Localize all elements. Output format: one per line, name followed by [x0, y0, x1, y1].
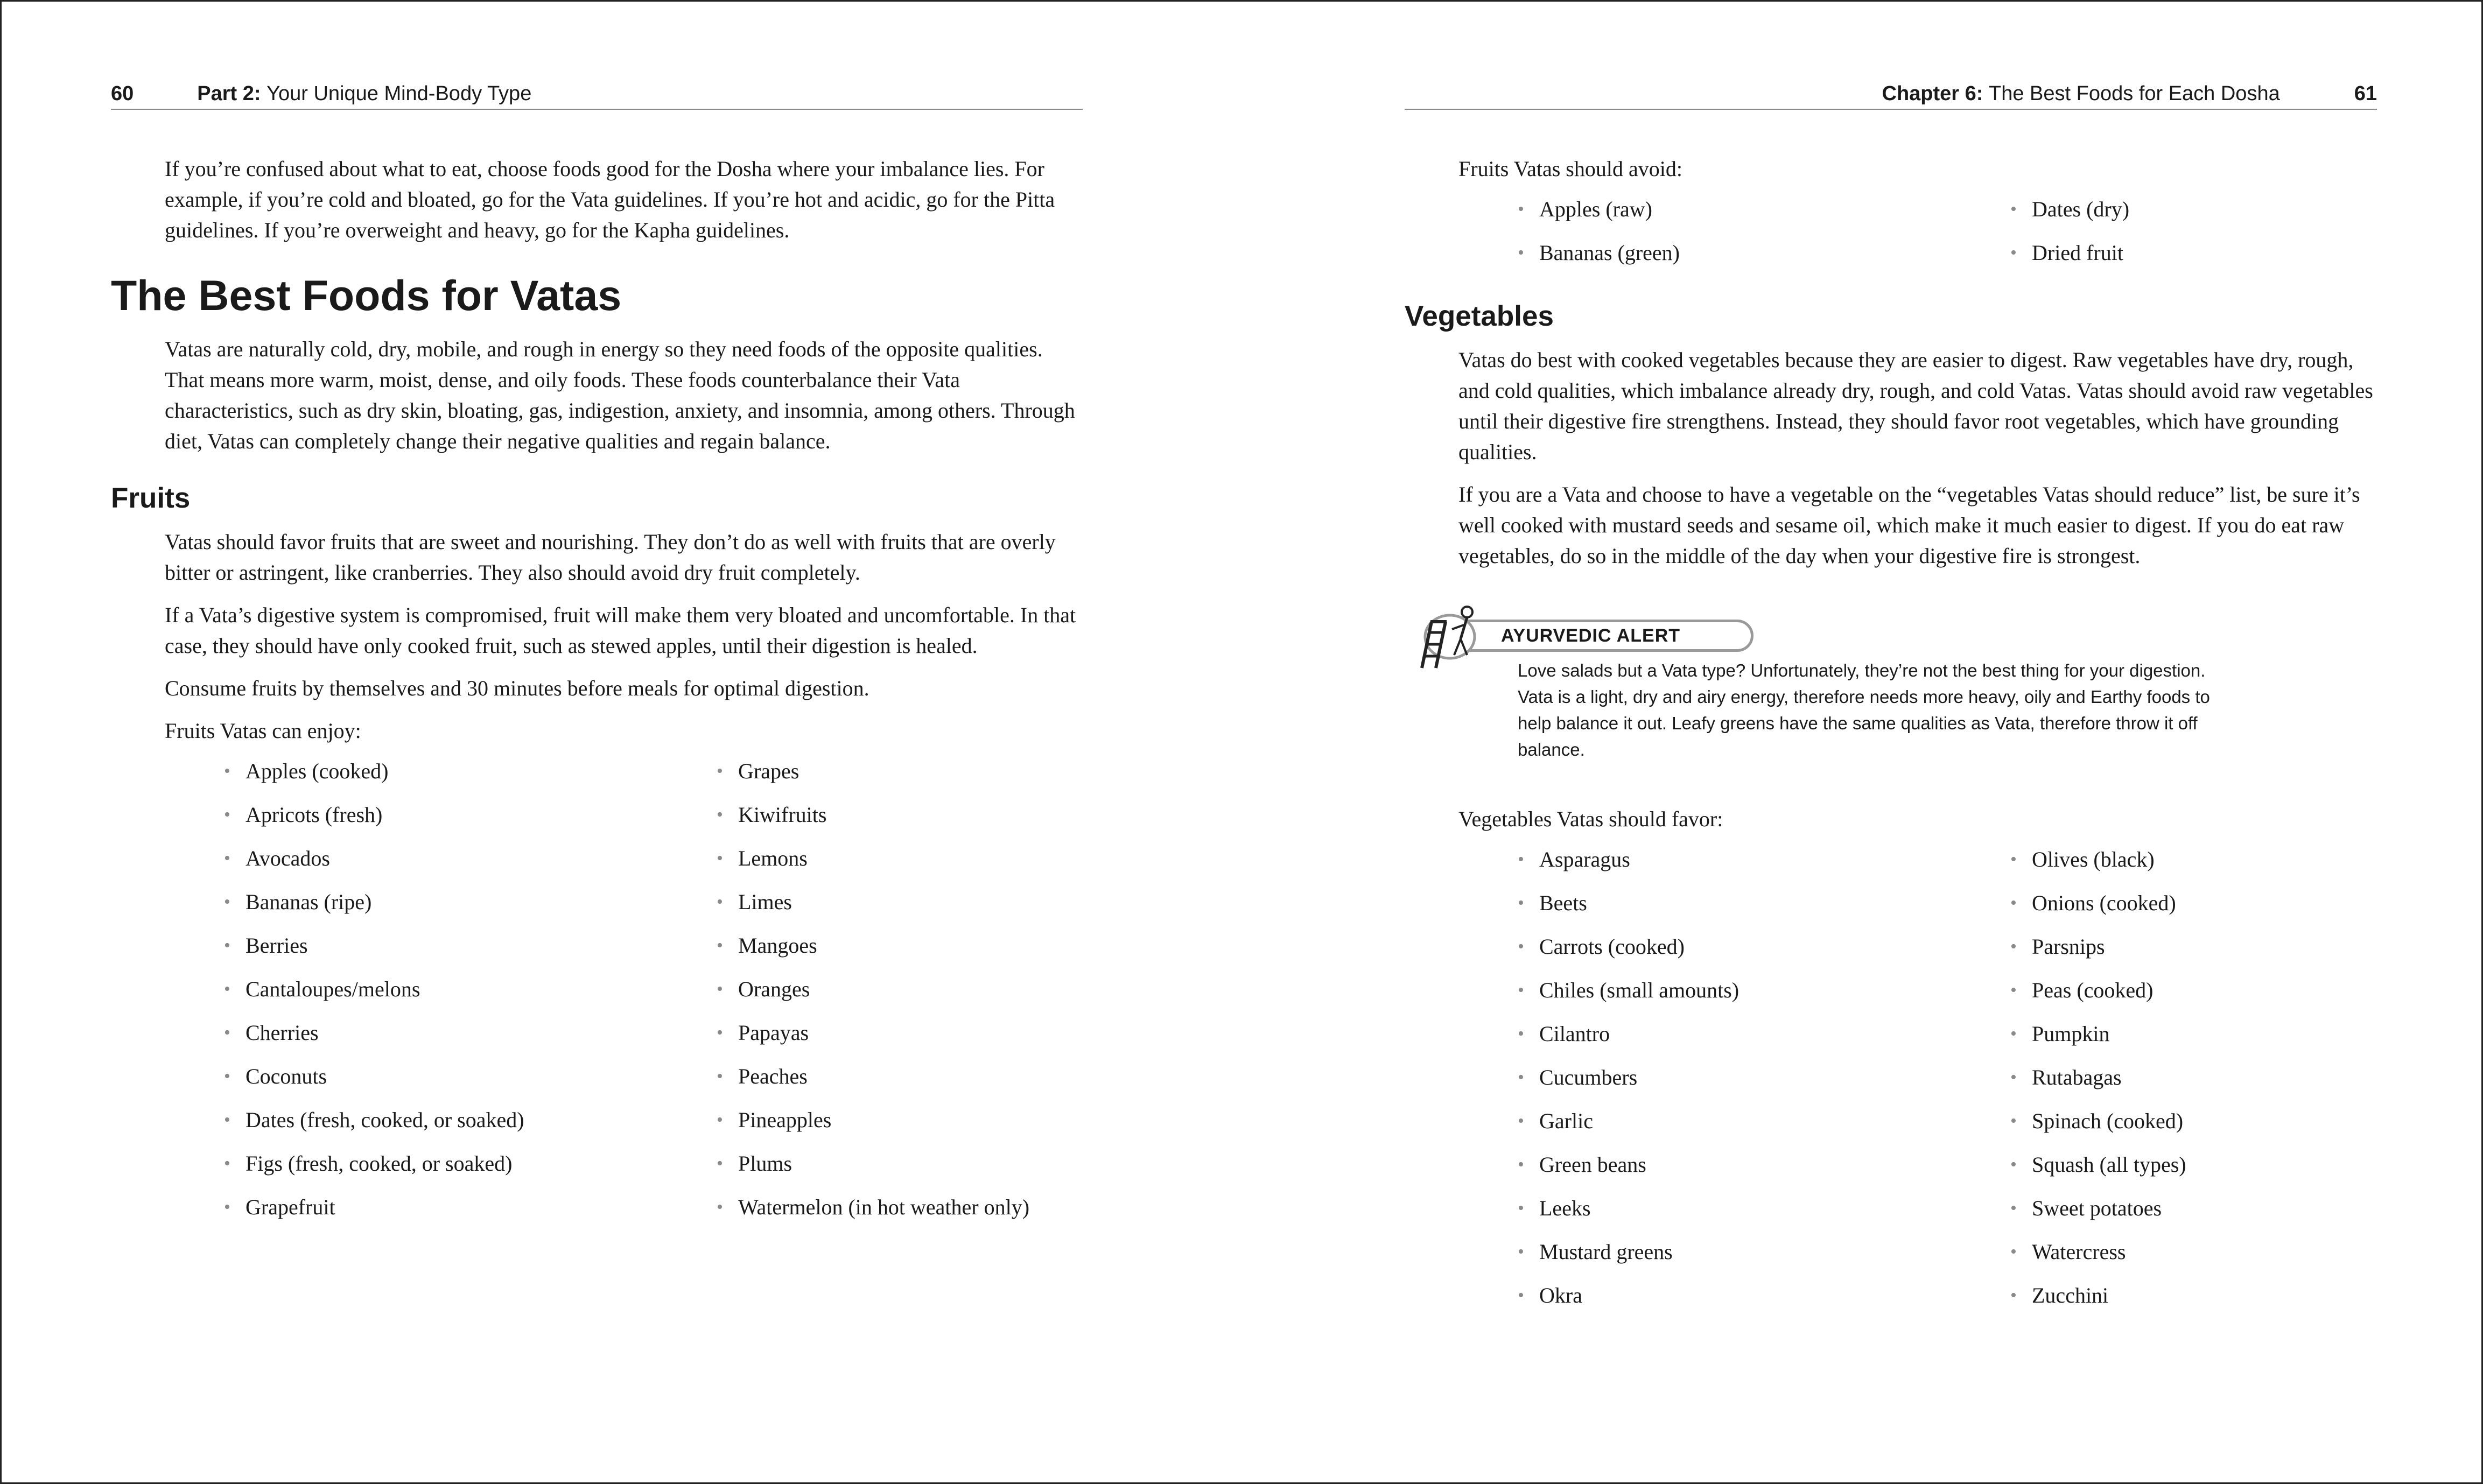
list-item: • Dried fruit — [2010, 231, 2129, 275]
fruits-avoid-label: Fruits Vatas should avoid: — [1458, 157, 1682, 181]
header-part-title: Your Unique Mind-Body Type — [266, 82, 532, 105]
list-item: • Coconuts — [224, 1054, 717, 1098]
right-running-head — [1405, 79, 2377, 110]
header-chapter-label: Chapter 6: — [1882, 82, 1983, 105]
list-item: • Peaches — [717, 1054, 1029, 1098]
header-chapter-title: The Best Foods for Each Dosha — [1988, 82, 2280, 105]
list-item: • Watermelon (in hot weather only) — [717, 1185, 1029, 1229]
fruits-enjoy-column-1 — [224, 749, 717, 1229]
list-item: • Mustard greens — [1518, 1230, 2010, 1274]
right-page-content — [1405, 153, 2377, 1333]
fruits-paragraph-1: Vatas should favor fruits that are sweet and nourishing. They don’t do as well with fruits that are overly bitter or astringent, like cranberries. They also should avoid dry fruit completely. — [165, 530, 1056, 585]
list-item: • Berries — [224, 924, 717, 967]
list-item: • Peas (cooked) — [2010, 968, 2186, 1012]
list-item: • Lemons — [717, 836, 1029, 880]
list-item: • Plums — [717, 1142, 1029, 1185]
vegetables-favor-list — [1518, 838, 2377, 1317]
list-item: • Rutabagas — [2010, 1056, 2186, 1099]
list-item: • Zucchini — [2010, 1274, 2186, 1317]
list-item: • Green beans — [1518, 1143, 2010, 1186]
list-item: • Apples (cooked) — [224, 749, 717, 793]
header-part-label: Part 2: — [197, 82, 261, 105]
ayurvedic-alert-box — [1410, 603, 2377, 770]
left-page-number: 60 — [111, 82, 134, 105]
list-item: • Oranges — [717, 967, 1029, 1011]
fruits-paragraph-2: If a Vata’s digestive system is compromised, fruit will make them very bloated and uncomfortable. In that case, they should have only cooked fruit, such as stewed apples, until their digestion is healed. — [165, 603, 1076, 658]
alert-title: AYURVEDIC ALERT — [1447, 620, 1753, 652]
list-item: • Cherries — [224, 1011, 717, 1054]
left-page-content — [111, 153, 1083, 1245]
alert-body: Love salads but a Vata type? Unfortunately, they’re not the best thing for your digestion. Vata is a light, dry and airy energy, therefore needs more heavy, oily and Earthy foods to help balance it out. Leafy greens have the same qualities as Vata, therefore throw it off balance. — [1518, 660, 2210, 759]
fruits-enjoy-column-2 — [717, 749, 1029, 1229]
vegetables-favor-label: Vegetables Vatas should favor: — [1458, 807, 1723, 831]
list-item: • Parsnips — [2010, 925, 2186, 968]
list-item: • Dates (fresh, cooked, or soaked) — [224, 1098, 717, 1142]
list-item: • Dates (dry) — [2010, 187, 2129, 231]
fruits-avoid-column-2 — [2010, 187, 2129, 275]
list-item: • Mangoes — [717, 924, 1029, 967]
list-item: • Cantaloupes/melons — [224, 967, 717, 1011]
vegetables-paragraph-1: Vatas do best with cooked vegetables because they are easier to digest. Raw vegetables have dry, rough, and cold qualities, which imbalance already dry, rough, and cold Vatas. Vatas should avoid raw vegetables until their digestive fire strengthens. Instead, they should favor root vegetables, which have grounding qualities. — [1458, 348, 2373, 464]
fruits-heading: Fruits — [111, 482, 191, 514]
vegetables-paragraph-2: If you are a Vata and choose to have a vegetable on the “vegetables Vatas should reduce” list, be sure it’s well cooked with mustard seeds and sesame oil, which make it much easier to digest. If you do eat raw vegetables, do so in the middle of the day when your digestive fire is strongest. — [1458, 482, 2360, 568]
fruits-paragraph-3: Consume fruits by themselves and 30 minutes before meals for optimal digestion. — [165, 676, 869, 700]
list-item: • Sweet potatoes — [2010, 1186, 2186, 1230]
list-item: • Garlic — [1518, 1099, 2010, 1143]
fruits-enjoy-list — [224, 749, 1083, 1229]
list-item: • Bananas (ripe) — [224, 880, 717, 924]
fruits-enjoy-label: Fruits Vatas can enjoy: — [165, 719, 361, 743]
list-item: • Carrots (cooked) — [1518, 925, 2010, 968]
list-item: • Watercress — [2010, 1230, 2186, 1274]
list-item: • Squash (all types) — [2010, 1143, 2186, 1186]
section-paragraph: Vatas are naturally cold, dry, mobile, and rough in energy so they need foods of the opposite qualities. That means more warm, moist, dense, and oily foods. These foods counterbalance their Vata characteristics, such as dry skin, bloating, gas, indigestion, anxiety, and insomnia, among others. Through diet, Vatas can completely change their negative qualities and regain balance. — [165, 337, 1075, 453]
list-item: • Bananas (green) — [1518, 231, 2010, 275]
list-item: • Leeks — [1518, 1186, 2010, 1230]
alert-figure-icon — [1415, 603, 1480, 673]
list-item: • Avocados — [224, 836, 717, 880]
left-running-head — [111, 79, 1083, 110]
list-item: • Beets — [1518, 881, 2010, 925]
fruits-avoid-column-1 — [1518, 187, 2010, 275]
left-page — [2, 2, 1243, 1482]
list-item: • Kiwifruits — [717, 793, 1029, 836]
list-item: • Onions (cooked) — [2010, 881, 2186, 925]
vegetables-favor-column-1 — [1518, 838, 2010, 1317]
list-item: • Okra — [1518, 1274, 2010, 1317]
list-item: • Grapefruit — [224, 1185, 717, 1229]
vegetables-heading: Vegetables — [1405, 300, 1554, 332]
list-item: • Limes — [717, 880, 1029, 924]
list-item: • Cucumbers — [1518, 1056, 2010, 1099]
list-item: • Cilantro — [1518, 1012, 2010, 1056]
list-item: • Chiles (small amounts) — [1518, 968, 2010, 1012]
list-item: • Grapes — [717, 749, 1029, 793]
list-item: • Olives (black) — [2010, 838, 2186, 881]
right-page-number: 61 — [2354, 82, 2377, 105]
list-item: • Asparagus — [1518, 838, 2010, 881]
fruits-avoid-list — [1518, 187, 2377, 275]
list-item: • Apples (raw) — [1518, 187, 2010, 231]
list-item: • Apricots (fresh) — [224, 793, 717, 836]
list-item: • Papayas — [717, 1011, 1029, 1054]
vegetables-favor-column-2 — [2010, 838, 2186, 1317]
list-item: • Pineapples — [717, 1098, 1029, 1142]
section-title: The Best Foods for Vatas — [111, 271, 622, 319]
intro-paragraph: If you’re confused about what to eat, choose foods good for the Dosha where your imbalance lies. For example, if you’re cold and bloated, go for the Vata guidelines. If you’re hot and acidic, go for the Pitta guidelines. If you’re overweight and heavy, go for the Kapha guidelines. — [165, 157, 1055, 242]
right-page — [1243, 2, 2483, 1482]
list-item: • Spinach (cooked) — [2010, 1099, 2186, 1143]
list-item: • Pumpkin — [2010, 1012, 2186, 1056]
list-item: • Figs (fresh, cooked, or soaked) — [224, 1142, 717, 1185]
